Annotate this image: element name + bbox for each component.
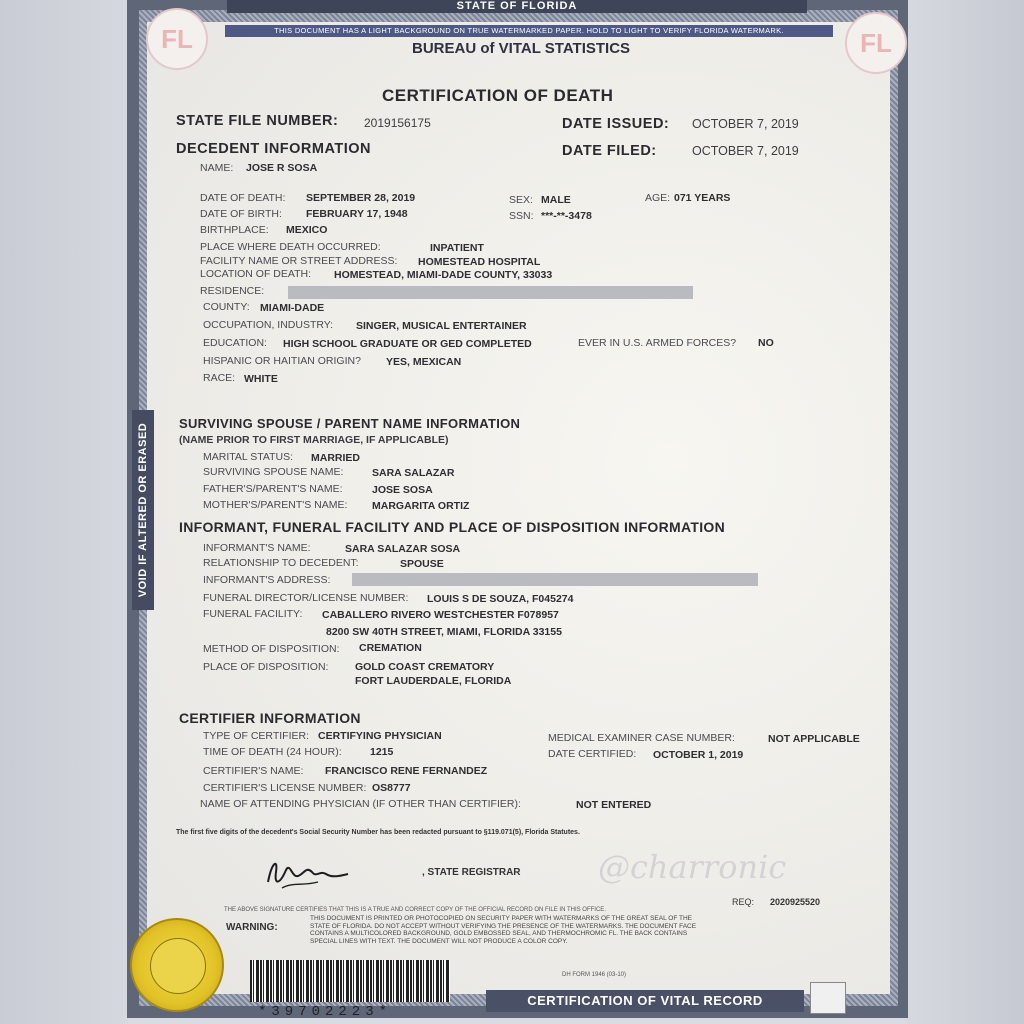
date-issued-label: DATE ISSUED: [562,116,670,132]
vital-record-banner: CERTIFICATION OF VITAL RECORD [486,990,804,1012]
race-value: WHITE [244,373,278,385]
name-value: JOSE R SOSA [246,162,318,174]
funeral-facility-label: FUNERAL FACILITY: [203,608,303,620]
void-if-altered-strip: VOID IF ALTERED OR ERASED [132,410,154,610]
state-file-label: STATE FILE NUMBER: [176,113,339,129]
spouse-name-value: SARA SALAZAR [372,467,455,479]
marital-value: MARRIED [311,452,360,464]
me-case-value: NOT APPLICABLE [768,733,860,745]
date-issued-value: OCTOBER 7, 2019 [692,117,799,131]
county-label: COUNTY: [203,301,250,313]
mother-label: MOTHER'S/PARENT'S NAME: [203,499,348,511]
dob-value: FEBRUARY 17, 1948 [306,208,408,220]
state-banner: STATE OF FLORIDA [227,0,807,13]
barcode [250,960,450,1002]
hispanic-value: YES, MEXICAN [386,356,462,368]
fl-thermochromic-badge-left: FL [146,8,208,70]
certifier-type-value: CERTIFYING PHYSICIAN [318,730,442,742]
occupation-value: SINGER, MUSICAL ENTERTAINER [356,320,527,332]
florida-gold-seal [130,918,224,1012]
sex-label: SEX: [509,194,533,206]
date-certified-value: OCTOBER 1, 2019 [653,749,744,761]
facility-label: FACILITY NAME OR STREET ADDRESS: [200,255,398,267]
informant-name-label: INFORMANT'S NAME: [203,542,311,554]
state-registrar-label: , STATE REGISTRAR [422,867,521,878]
certifier-name-value: FRANCISCO RENE FERNANDEZ [325,765,488,777]
disposition-place-label: PLACE OF DISPOSITION: [203,661,329,673]
seal-center [150,938,206,994]
disposition-method-value: CREMATION [359,642,422,654]
informant-address-redaction [352,573,758,586]
birthplace-label: BIRTHPLACE: [200,224,269,236]
dod-label: DATE OF DEATH: [200,192,286,204]
state-file-value: 2019156175 [364,116,431,130]
place-of-death-label: PLACE WHERE DEATH OCCURRED: [200,241,381,253]
armed-forces-value: NO [758,337,774,349]
funeral-director-label: FUNERAL DIRECTOR/LICENSE NUMBER: [203,592,409,604]
residence-redaction [288,286,693,299]
father-value: JOSE SOSA [372,484,433,496]
certifier-type-label: TYPE OF CERTIFIER: [203,730,309,742]
funeral-facility-address: 8200 SW 40TH STREET, MIAMI, FLORIDA 33155 [326,626,562,638]
relationship-value: SPOUSE [400,558,444,570]
mother-value: MARGARITA ORTIZ [372,500,470,512]
hispanic-label: HISPANIC OR HAITIAN ORIGIN? [203,355,361,367]
location-label: LOCATION OF DEATH: [200,268,312,280]
birthplace-value: MEXICO [286,224,328,236]
father-label: FATHER'S/PARENT'S NAME: [203,483,343,495]
marital-label: MARITAL STATUS: [203,451,294,463]
disposition-place-line2: FORT LAUDERDALE, FLORIDA [355,675,512,687]
race-label: RACE: [203,372,236,384]
funeral-facility-value: CABALLERO RIVERO WESTCHESTER F078957 [322,609,559,621]
background-right [906,0,1024,1024]
signature-certification-note: THE ABOVE SIGNATURE CERTIFIES THAT THIS IS A TRUE AND CORRECT COPY OF THE OFFICIAL RECORD ON FILE IN THIS OFFICE. [224,907,606,913]
time-of-death-value: 1215 [370,746,394,758]
disposition-method-label: METHOD OF DISPOSITION: [203,643,340,655]
residence-label: RESIDENCE: [200,285,265,297]
req-value: 2020925520 [770,897,821,907]
ssn-redaction-note: The first five digits of the decedent's Social Security Number has been redacted pursuant to §119.071(5), Florida Statutes. [176,829,580,836]
location-value: HOMESTEAD, MIAMI-DADE COUNTY, 33033 [334,269,553,281]
watermark-warning-banner: THIS DOCUMENT HAS A LIGHT BACKGROUND ON TRUE WATERMARKED PAPER. HOLD TO LIGHT TO VERIFY FLORIDA WATERMARK. [225,25,833,37]
disposition-place-line1: GOLD COAST CREMATORY [355,661,495,673]
spouse-name-label: SURVIVING SPOUSE NAME: [203,466,344,478]
informant-address-label: INFORMANT'S ADDRESS: [203,574,331,586]
informant-name-value: SARA SALAZAR SOSA [345,543,461,555]
ssn-value: ***-**-3478 [541,210,592,222]
barcode-number: *39702223* [258,1004,393,1020]
certifier-license-value: OS8777 [372,782,411,794]
decedent-heading: DECEDENT INFORMATION [176,141,372,157]
dob-label: DATE OF BIRTH: [200,208,282,220]
education-label: EDUCATION: [203,337,267,349]
place-of-death-value: INPATIENT [430,242,484,254]
facility-value: HOMESTEAD HOSPITAL [418,256,541,268]
sex-value: MALE [541,194,571,206]
document-title: CERTIFICATION OF DEATH [382,86,614,105]
certifier-name-label: CERTIFIER'S NAME: [203,765,304,777]
funeral-director-value: LOUIS S DE SOUZA, F045274 [427,593,574,605]
spouse-heading: SURVIVING SPOUSE / PARENT NAME INFORMATION [179,416,521,431]
relationship-label: RELATIONSHIP TO DECEDENT: [203,557,359,569]
background-left [0,0,128,1024]
ssn-label: SSN: [509,210,534,222]
certifier-license-label: CERTIFIER'S LICENSE NUMBER: [203,782,367,794]
form-number: DH FORM 1946 (03-10) [562,972,627,978]
informant-heading: INFORMANT, FUNERAL FACILITY AND PLACE OF DISPOSITION INFORMATION [179,519,726,535]
armed-forces-label: EVER IN U.S. ARMED FORCES? [578,337,737,349]
certifier-heading: CERTIFIER INFORMATION [179,710,361,726]
date-certified-label: DATE CERTIFIED: [548,748,637,760]
occupation-label: OCCUPATION, INDUSTRY: [203,319,334,331]
registrar-signature [262,852,354,892]
name-label: NAME: [200,162,234,174]
me-case-label: MEDICAL EXAMINER CASE NUMBER: [548,732,735,744]
fl-thermochromic-badge-right: FL [845,12,907,74]
date-filed-value: OCTOBER 7, 2019 [692,144,799,158]
age-value: 071 YEARS [674,192,731,204]
time-of-death-label: TIME OF DEATH (24 HOUR): [203,746,342,758]
dod-value: SEPTEMBER 28, 2019 [306,192,416,204]
florida-health-logo [810,982,846,1014]
bureau-title: BUREAU of VITAL STATISTICS [412,40,631,57]
education-value: HIGH SCHOOL GRADUATE OR GED COMPLETED [283,338,532,350]
attending-physician-value: NOT ENTERED [576,799,652,811]
spouse-subheading: (NAME PRIOR TO FIRST MARRIAGE, IF APPLICABLE) [179,434,449,446]
county-value: MIAMI-DADE [260,302,325,314]
req-label: REQ: [732,897,755,907]
warning-label: WARNING: [226,922,278,933]
date-filed-label: DATE FILED: [562,143,657,159]
age-label: AGE: [645,192,671,204]
warning-text: THIS DOCUMENT IS PRINTED OR PHOTOCOPIED ON SECURITY PAPER WITH WATERMARKS OF THE GREAT SEAL OF THE STATE OF FLORIDA. DO NOT ACCEPT WITHOUT VERIFYING THE PRESENCE OF THE WATERMARKS. THE DOCUMENT FACE CONTAINS A MULTICOLORED BACKGROUND, GOLD EMBOSSED SEAL, AND THERMOCHROMIC FL. THE BACK CONTAINS SPECIAL LINES WITH TEXT. THE DOCUMENT WILL NOT PRODUCE A COLOR COPY. [310,915,697,945]
attending-physician-label: NAME OF ATTENDING PHYSICIAN (IF OTHER THAN CERTIFIER): [200,798,521,810]
photo-watermark: @charronic [598,848,787,886]
